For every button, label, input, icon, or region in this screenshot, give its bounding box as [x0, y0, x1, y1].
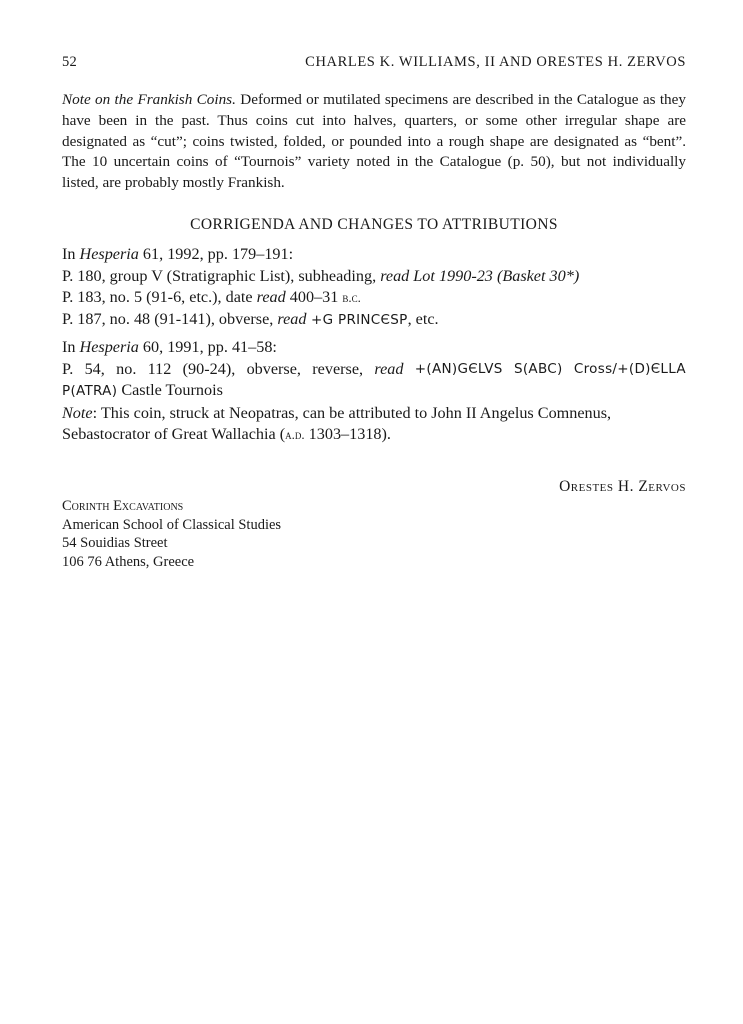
corrigendum-line: P. 180, group V (Stratigraphic List), subheading, read Lot 1990-23 (Basket 30*)	[62, 266, 580, 285]
address-line: American School of Classical Studies	[62, 516, 282, 533]
group-intro: In Hesperia 60, 1991, pp. 41–58:	[62, 338, 277, 356]
author-address	[62, 497, 281, 571]
corrigendum-line: P. 54, no. 112 (90-24), obverse, reverse, read +(AN)GЄLVS S(ABC) Cross/+(D)ЄLLA	[62, 359, 686, 378]
note-paragraph	[62, 90, 686, 194]
attribution-note-cont: Sebastocrator of Great Wallachia (a.d. 1303–1318).	[62, 425, 391, 443]
section-heading: CORRIGENDA AND CHANGES TO ATTRIBUTIONS	[190, 216, 558, 233]
note-lead: Note on the Frankish Coins.	[62, 91, 236, 108]
corrigenda-group-hesperia-61	[62, 244, 686, 331]
address-line: 106 76 Athens, Greece	[62, 553, 195, 570]
corrigenda-group-hesperia-60	[62, 337, 686, 446]
author-signature: Orestes H. Zervos	[559, 478, 686, 495]
corrigendum-line: P. 183, no. 5 (91-6, etc.), date read 400–31 b.c.	[62, 288, 361, 306]
running-head-authors: CHARLES K. WILLIAMS, II AND ORESTES H. ZERVOS	[305, 54, 686, 70]
corrigendum-line: P(ATRA) Castle Tournois	[62, 381, 223, 399]
attribution-note: Note: This coin, struck at Neopatras, can be attributed to John II Angelus Comnenus,	[62, 403, 612, 422]
page-number: 52	[62, 54, 78, 70]
running-head	[62, 54, 686, 74]
address-line: 54 Souidias Street	[62, 535, 168, 551]
address-line: Corinth Excavations	[62, 498, 184, 514]
corrigendum-line: P. 187, no. 48 (91-141), obverse, read +G PRINCЄSP, etc.	[62, 309, 439, 328]
group-intro: In Hesperia 61, 1992, pp. 179–191:	[62, 245, 294, 263]
note-text: Deformed or mutilated specimens are described in the Catalogue as they have been in the past. Thus coins cut into halves, quarters, or some other irregular shape are designated as “cut”; coins twisted, folded, or pounded into a rough shape are designated as “bent”. The 10 uncertain coins of “Tournois” variety noted in the Catalogue (p. 50), but not individually listed, are probably mostly Frankish.	[62, 91, 686, 192]
